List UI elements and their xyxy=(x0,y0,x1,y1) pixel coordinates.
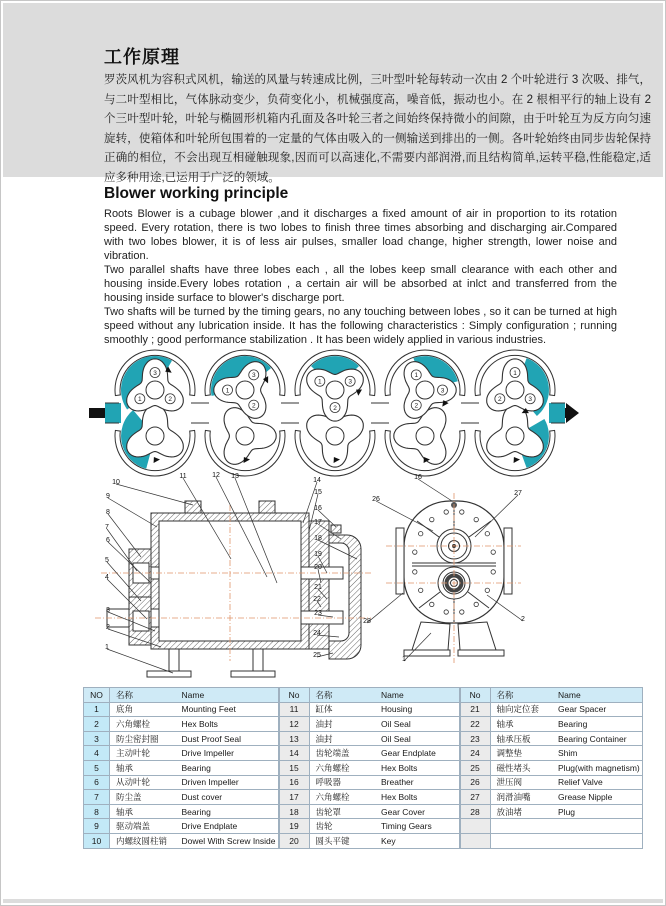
table-row xyxy=(460,833,642,848)
parts-table-group xyxy=(460,687,643,849)
table-row xyxy=(279,702,459,717)
table-cell: 3 xyxy=(84,731,110,746)
part-number-label: 2 xyxy=(521,616,525,623)
section-view-drawing xyxy=(95,501,371,677)
assembly-drawings xyxy=(81,471,637,687)
table-cell: 油封 xyxy=(309,717,375,732)
end-view-drawing xyxy=(386,493,521,663)
table-row xyxy=(460,702,642,717)
table-cell: 16 xyxy=(279,775,309,790)
table-cell xyxy=(552,819,642,834)
column-header: NO xyxy=(84,688,110,703)
table-cell: 内螺纹圆柱销 xyxy=(110,833,176,848)
table-cell: Drive Impeller xyxy=(176,746,279,761)
table-cell: 润滑油嘴 xyxy=(490,790,552,805)
table-row xyxy=(279,804,459,819)
table-row xyxy=(279,775,459,790)
part-number-label: 17 xyxy=(314,519,322,526)
part-number-label: 23 xyxy=(314,610,322,617)
lobe-number: 1 xyxy=(513,369,517,377)
table-cell: Plug xyxy=(552,804,642,819)
table-cell: Breather xyxy=(375,775,459,790)
table-cell: 底角 xyxy=(110,702,176,717)
chinese-section-title: 工作原理 xyxy=(104,47,180,67)
table-row xyxy=(279,790,459,805)
table-cell: 28 xyxy=(460,804,490,819)
part-number-label: 10 xyxy=(112,479,120,486)
table-cell: 18 xyxy=(279,804,309,819)
rotation-arrow xyxy=(154,457,160,463)
lobe-number: 1 xyxy=(138,396,142,404)
table-cell: Timing Gears xyxy=(375,819,459,834)
part-number-label: 5 xyxy=(105,557,109,564)
table-row xyxy=(84,804,279,819)
table-cell: 2 xyxy=(84,717,110,732)
table-cell: 14 xyxy=(279,746,309,761)
table-row xyxy=(84,717,279,732)
table-cell: 19 xyxy=(279,819,309,834)
table-cell: 24 xyxy=(460,746,490,761)
rotation-arrow xyxy=(514,457,520,463)
part-number-label: 28 xyxy=(363,618,371,625)
table-cell: 圆头平键 xyxy=(309,833,375,848)
table-cell: 六角螺栓 xyxy=(309,760,375,775)
part-number-label: 1 xyxy=(402,656,406,663)
part-number-label: 1 xyxy=(105,644,109,651)
rotor-stage xyxy=(375,350,475,476)
table-cell: 调整垫 xyxy=(490,746,552,761)
table-cell: Gear Spacer xyxy=(552,702,642,717)
table-row xyxy=(84,731,279,746)
column-header: 名称 xyxy=(309,688,375,703)
table-cell: 六角螺栓 xyxy=(110,717,176,732)
table-row xyxy=(460,731,642,746)
part-number-label: 15 xyxy=(314,489,322,496)
table-cell: 26 xyxy=(460,775,490,790)
part-number-label: 6 xyxy=(106,537,110,544)
part-number-label: 16 xyxy=(314,505,322,512)
table-cell: Hex Bolts xyxy=(176,717,279,732)
rotor-sequence-diagram xyxy=(87,347,579,479)
table-cell: 六角螺栓 xyxy=(309,790,375,805)
lobe-number: 2 xyxy=(251,402,256,410)
part-number-label: 7 xyxy=(105,524,109,531)
table-cell: Shim xyxy=(552,746,642,761)
table-cell xyxy=(490,833,552,848)
table-cell: 泄压阀 xyxy=(490,775,552,790)
column-header: No xyxy=(279,688,309,703)
table-cell: 轴向定位套 xyxy=(490,702,552,717)
table-cell: Gear Endplate xyxy=(375,746,459,761)
table-cell: 12 xyxy=(279,717,309,732)
table-cell: Driven Impeller xyxy=(176,775,279,790)
part-number-label: 25 xyxy=(313,652,321,659)
english-paragraph: Roots Blower is a cubage blower ,and it discharges a fixed amount of air in proportion to its rotation speed. Every rotation, there is two lobes to finish three times absorbing and discharging air.Compared with two lobes blower, it is of less air pulses, smaller load change, higher strength, lower noise and vibration. xyxy=(104,208,617,262)
table-row xyxy=(84,790,279,805)
english-section-title: Blower working principle xyxy=(104,185,289,202)
table-cell: 21 xyxy=(460,702,490,717)
part-number-label: 8 xyxy=(106,509,110,516)
table-cell: 齿轮 xyxy=(309,819,375,834)
lobe-number: 1 xyxy=(225,387,230,395)
table-row xyxy=(460,775,642,790)
table-cell: Key xyxy=(375,833,459,848)
table-cell: 25 xyxy=(460,760,490,775)
english-section-body xyxy=(104,207,617,347)
table-cell: Dust Proof Seal xyxy=(176,731,279,746)
table-cell: 磁性堵头 xyxy=(490,760,552,775)
lobe-number: 1 xyxy=(414,372,419,380)
english-paragraph: Two shafts will be turned by the timing gears, no any touching between lobes , so it can be turned at high speed without any lubrication inside. It has the following characteristics : Simply configuration ; running smoothly ; good performance stabilization . It has been widely applied in various industries. xyxy=(104,306,617,346)
part-number-label: 2 xyxy=(106,624,110,631)
table-cell: Grease Nipple xyxy=(552,790,642,805)
table-cell: 22 xyxy=(460,717,490,732)
table-row xyxy=(279,746,459,761)
part-number-label: 27 xyxy=(514,490,522,497)
table-cell: 齿轮罩 xyxy=(309,804,375,819)
part-number-label: 3 xyxy=(106,607,110,614)
column-header: 名称 xyxy=(490,688,552,703)
table-cell: 27 xyxy=(460,790,490,805)
lobe-number: 2 xyxy=(333,404,337,412)
table-row xyxy=(279,717,459,732)
table-cell: 8 xyxy=(84,804,110,819)
table-cell: Bearing xyxy=(552,717,642,732)
lobe-number: 3 xyxy=(440,387,445,395)
table-row xyxy=(279,760,459,775)
part-number-label: 9 xyxy=(106,493,110,500)
table-cell: 5 xyxy=(84,760,110,775)
part-number-label: 11 xyxy=(179,473,187,480)
table-cell xyxy=(490,819,552,834)
table-cell: 轴承 xyxy=(110,804,176,819)
part-number-label: 12 xyxy=(212,472,220,479)
lobe-number: 3 xyxy=(251,372,256,380)
table-cell: 轴承压板 xyxy=(490,731,552,746)
table-row xyxy=(279,833,459,848)
table-cell: 从动叶轮 xyxy=(110,775,176,790)
table-row xyxy=(460,819,642,834)
part-number-label: 19 xyxy=(314,551,322,558)
column-header: No xyxy=(460,688,490,703)
part-number-label: 22 xyxy=(313,596,321,603)
table-cell: 11 xyxy=(279,702,309,717)
table-cell: 油封 xyxy=(309,731,375,746)
table-cell: Hex Bolts xyxy=(375,790,459,805)
table-cell: Relief Valve xyxy=(552,775,642,790)
table-cell: 10 xyxy=(84,833,110,848)
table-cell: 轴承 xyxy=(490,717,552,732)
column-header: Name xyxy=(176,688,279,703)
rotor-stage xyxy=(105,350,205,476)
table-cell: 20 xyxy=(279,833,309,848)
chinese-section-body: 罗茨风机为容积式风机，输送的风量与转速成比例，三叶型叶轮每转动一次由 2 个叶轮进行 3 次吸、排气，与二叶型相比，气体脉动变少，负荷变化小，机械强度高，噪音低，振动也小。在 2 根相平行的轴上设有 2 个三叶型叶轮，叶轮与椭圆形机箱内孔面及各叶轮三者之间始终保持微小的间隙，由于叶轮互为反方向匀速旋转，使箱体和叶轮所包围着的一定量的气体由吸入的一侧输送到排出的一侧。各叶轮始终由同步齿轮保持正确的相位，不会出现互相碰触现象,因而可以高速化,不需要内部润滑,而且结构简单,运转平稳,性能稳定,适应多种用途,已运用于广泛的领域。 xyxy=(104,74,651,184)
table-row xyxy=(84,775,279,790)
table-row xyxy=(84,702,279,717)
table-cell: Gear Cover xyxy=(375,804,459,819)
table-row xyxy=(460,760,642,775)
part-number-label: 4 xyxy=(105,574,109,581)
table-row xyxy=(460,746,642,761)
rotor-stage xyxy=(195,350,295,476)
lobe-number: 2 xyxy=(168,396,172,404)
table-cell: 6 xyxy=(84,775,110,790)
table-row xyxy=(279,819,459,834)
table-cell: 轴承 xyxy=(110,760,176,775)
rotation-arrow xyxy=(356,390,362,396)
table-cell: Bearing Container xyxy=(552,731,642,746)
table-cell: 防尘盖 xyxy=(110,790,176,805)
table-cell: Bearing xyxy=(176,804,279,819)
lobe-number: 2 xyxy=(414,402,419,410)
table-cell: Bearing xyxy=(176,760,279,775)
table-cell xyxy=(460,833,490,848)
rotor-stage xyxy=(285,350,385,476)
table-cell: Hex Bolts xyxy=(375,760,459,775)
table-cell: Oil Seal xyxy=(375,731,459,746)
rotor-stage xyxy=(465,350,565,476)
table-cell: Oil Seal xyxy=(375,717,459,732)
table-cell: Dust cover xyxy=(176,790,279,805)
lobe-number: 3 xyxy=(348,378,352,386)
bottom-strip xyxy=(3,899,663,903)
parts-table-group xyxy=(83,687,279,849)
table-cell: 防尘密封圈 xyxy=(110,731,176,746)
table-row xyxy=(460,804,642,819)
table-cell: 7 xyxy=(84,790,110,805)
part-number-label: 20 xyxy=(314,564,322,571)
parts-table xyxy=(83,687,643,849)
lobe-number: 2 xyxy=(498,396,502,404)
table-cell: 13 xyxy=(279,731,309,746)
part-number-label: 18 xyxy=(314,535,322,542)
table-cell: Dowel With Screw Inside xyxy=(176,833,279,848)
table-cell: 缸体 xyxy=(309,702,375,717)
table-cell: Drive Endplate xyxy=(176,819,279,834)
part-number-label: 26 xyxy=(372,496,380,503)
part-number-label: 24 xyxy=(313,630,321,637)
table-cell: Mounting Feet xyxy=(176,702,279,717)
table-cell: 23 xyxy=(460,731,490,746)
table-cell xyxy=(552,833,642,848)
table-cell: 4 xyxy=(84,746,110,761)
table-cell: 15 xyxy=(279,760,309,775)
table-cell xyxy=(460,819,490,834)
table-cell: Housing xyxy=(375,702,459,717)
table-cell: 呼吸器 xyxy=(309,775,375,790)
table-cell: 17 xyxy=(279,790,309,805)
table-cell: 驱动端盖 xyxy=(110,819,176,834)
table-row xyxy=(84,833,279,848)
part-number-label: 21 xyxy=(314,584,322,591)
lobe-number: 3 xyxy=(153,369,157,377)
table-row xyxy=(460,790,642,805)
table-cell: 9 xyxy=(84,819,110,834)
table-cell: 齿轮端盖 xyxy=(309,746,375,761)
table-row xyxy=(84,760,279,775)
lobe-number: 1 xyxy=(318,378,322,386)
table-row xyxy=(279,731,459,746)
english-paragraph: Two parallel shafts have three lobes each , all the lobes keep small clearance with each other and housing inside.Every lobes rotation , a certain air will be absorbed at inlct and transferred from the housing inside surface to blower's discharge port. xyxy=(104,264,617,304)
table-cell: 放油堵 xyxy=(490,804,552,819)
column-header: Name xyxy=(375,688,459,703)
part-number-label: 16 xyxy=(414,474,422,481)
part-number-label: 13 xyxy=(231,473,239,480)
parts-table-group xyxy=(279,687,460,849)
table-cell: 1 xyxy=(84,702,110,717)
table-row xyxy=(84,819,279,834)
table-row xyxy=(460,717,642,732)
table-row xyxy=(84,746,279,761)
column-header: 名称 xyxy=(110,688,176,703)
part-number-label: 14 xyxy=(313,477,321,484)
column-header: Name xyxy=(552,688,642,703)
table-cell: 主动叶轮 xyxy=(110,746,176,761)
lobe-number: 3 xyxy=(528,396,532,404)
table-cell: Plug(with magnetism) xyxy=(552,760,642,775)
